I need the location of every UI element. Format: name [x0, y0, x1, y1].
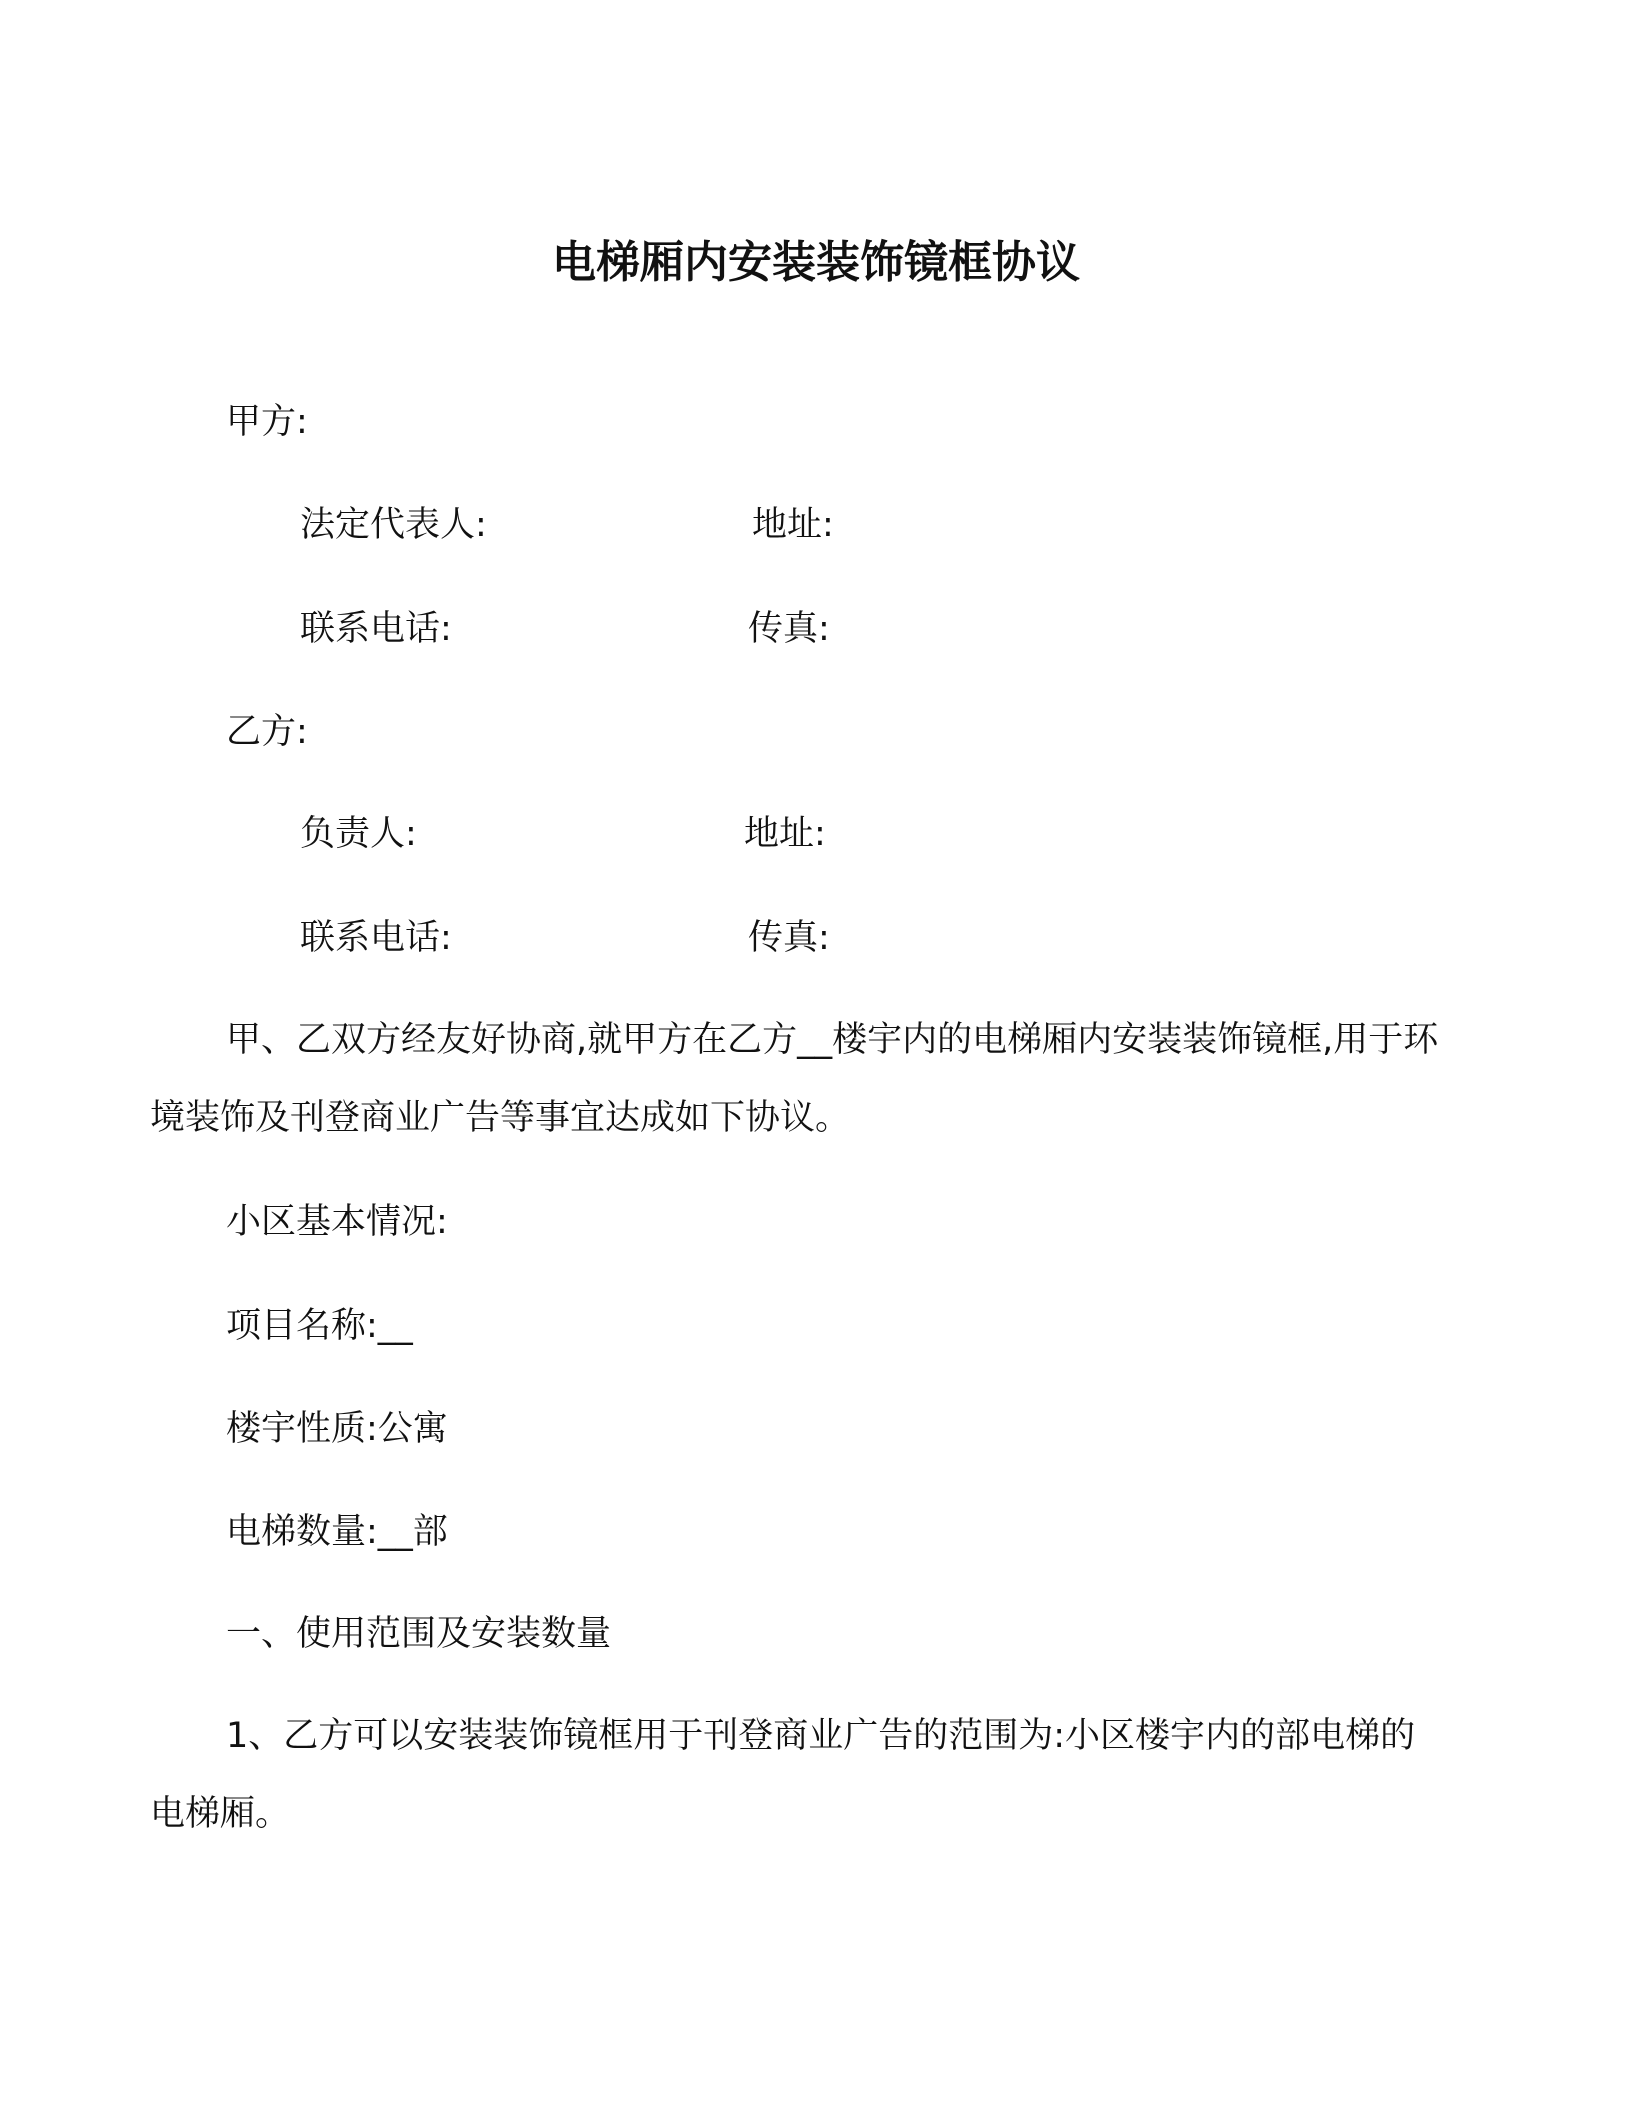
- party-b-phone-label: 联系电话:: [300, 918, 452, 958]
- community-heading: 小区基本情况:: [226, 1202, 448, 1242]
- section1-heading: 一、使用范围及安装数量: [226, 1614, 612, 1654]
- party-a-rep-label: 法定代表人:: [300, 505, 487, 545]
- party-b-heading: 乙方:: [226, 712, 308, 752]
- elevator-count: 电梯数量:__部: [226, 1512, 448, 1552]
- party-a-heading: 甲方:: [226, 402, 308, 442]
- building-type: 楼宇性质:公寓: [226, 1409, 448, 1449]
- document-title: 电梯厢内安装装饰镜框协议: [552, 237, 1080, 288]
- section1-clause1: 1、乙方可以安装装饰镜框用于刊登商业广告的范围为:小区楼宇内的部电梯的电梯厢。: [150, 1716, 1416, 1834]
- intro-paragraph: 甲、乙双方经友好协商,就甲方在乙方__楼宇内的电梯厢内安装装饰镜框,用于环境装饰及刊登商业广告等事宜达成如下协议。: [150, 1020, 1439, 1138]
- party-b-fax-label: 传真:: [748, 918, 830, 958]
- project-name: 项目名称:__: [226, 1306, 413, 1346]
- party-a-fax-label: 传真:: [748, 609, 830, 649]
- party-b-rep-label: 负责人:: [300, 814, 417, 854]
- party-a-phone-label: 联系电话:: [300, 609, 452, 649]
- party-a-address-label: 地址:: [752, 505, 834, 545]
- party-b-address-label: 地址:: [744, 814, 826, 854]
